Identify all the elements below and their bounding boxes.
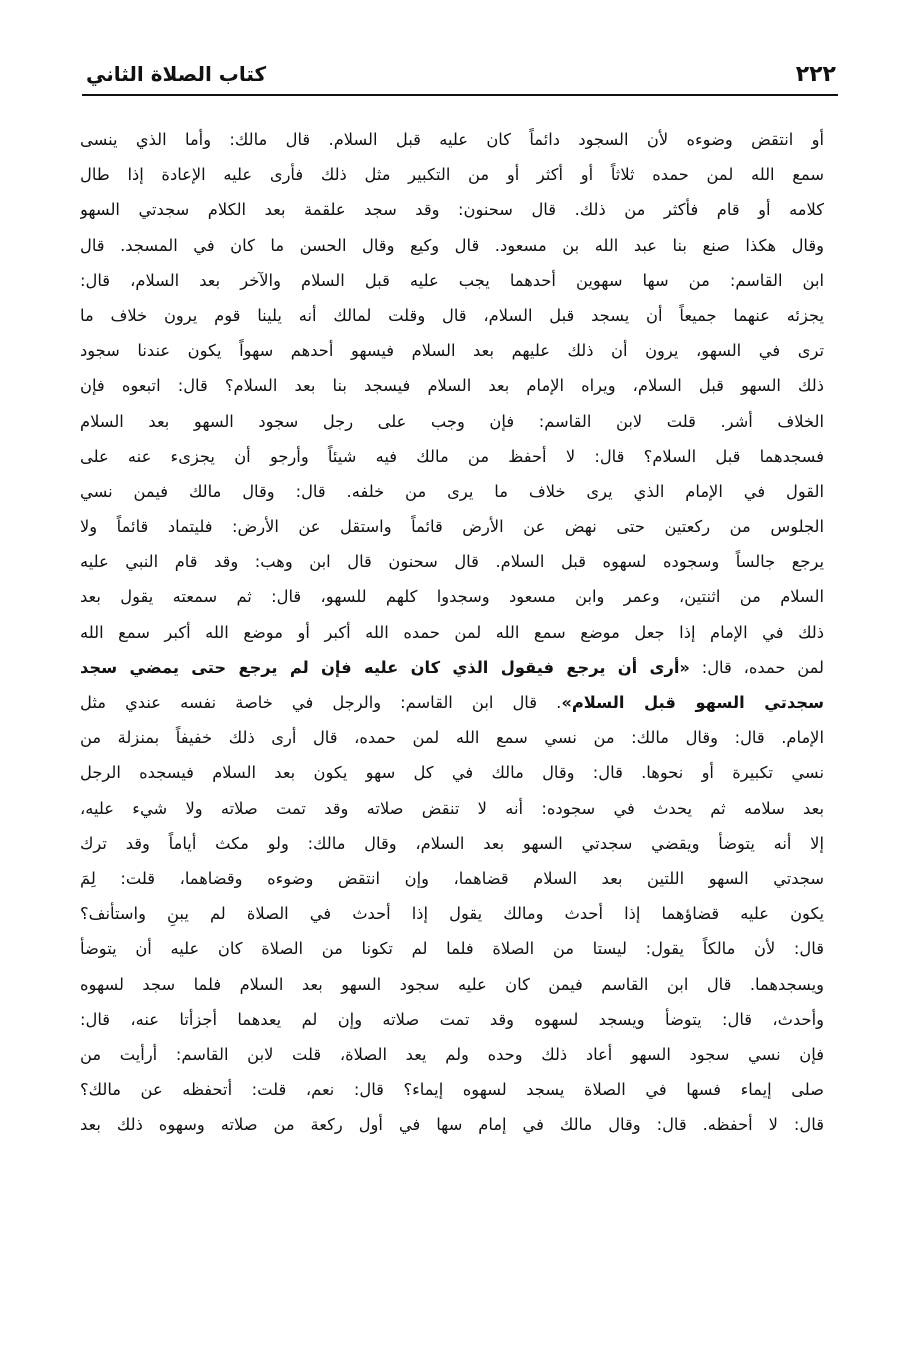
line-text: ذلك السهو قبل السلام، ويراه الإمام بعد السلام فيسجد بنا بعد السلام؟ قال: اتبعوه فإن bbox=[80, 376, 824, 396]
text-line bbox=[80, 439, 824, 474]
line-text: السلام من اثنتين، وعمر وابن مسعود وسجدوا كلهم للسهو، قال: ثم سمعته يقول بعد bbox=[80, 587, 824, 607]
text-line bbox=[80, 404, 824, 439]
line-text: الخلاف أشر. قلت لابن القاسم: فإن وجب على رجل سجود السهو بعد السلام bbox=[80, 411, 824, 431]
line-text: الجلوس من ركعتين حتى نهض عن الأرض قائماً واستقل عن الأرض: فليتماد قائماً ولا bbox=[80, 517, 824, 537]
text-line bbox=[80, 791, 824, 826]
line-text: أو انتقض وضوءه لأن السجود دائماً كان عليه قبل السلام. قال مالك: وأما الذي ينسى bbox=[80, 130, 824, 149]
text-line bbox=[80, 1002, 824, 1037]
line-text: كلامه أو قام فأكثر من ذلك. قال سحنون: وقد سجد علقمة بعد الكلام سجدتي السهو bbox=[80, 200, 824, 220]
line-text: القول في الإمام الذي يرى خلاف ما يرى من خلفه. قال: وقال مالك فيمن نسي bbox=[80, 481, 824, 501]
text-line bbox=[80, 298, 824, 333]
page-number: ٢٢٢ bbox=[795, 62, 836, 87]
page-header bbox=[86, 58, 836, 92]
text-line bbox=[80, 720, 824, 755]
line-text: يجزئه عنهما جميعاً أن يسجد قبل السلام، قال وقلت لمالك أنه يلينا قوم يرون خلاف ما bbox=[80, 305, 824, 325]
line-text: الإمام. قال: وقال مالك: من نسي سمع الله لمن حمده، قال أرى ذلك خفيفاً بمنزلة من bbox=[80, 728, 824, 748]
text-line bbox=[80, 615, 824, 650]
text-line bbox=[80, 192, 824, 227]
line-text: قال: لا أحفظه. قال: وقال مالك في إمام سها في أول ركعة من صلاته وسهوه ذلك بعد bbox=[80, 1115, 824, 1135]
line-text: وقال هكذا صنع بنا عبد الله بن مسعود. قال وكيع وقال الحسن ما كان في المسجد. قال bbox=[80, 235, 824, 255]
text-line bbox=[80, 509, 824, 544]
line-text: ذلك في الإمام إذا جعل موضع سمع الله لمن حمده الله أكبر أو موضع الله أكبر سمع الله bbox=[80, 622, 824, 642]
line-text: إلا أنه يتوضأ ويقضي سجدتي السهو بعد السلام، وقال مالك: ولو مكث أياماً وقد ترك bbox=[80, 833, 824, 853]
text-line bbox=[80, 579, 824, 614]
quotation-text: سجدتي السهو قبل السلام» bbox=[561, 693, 824, 712]
quotation-text: «أرى أن يرجع فيقول الذي كان عليه فإن لم يرجع حتى يمضي سجد bbox=[80, 657, 690, 677]
text-line bbox=[80, 333, 824, 368]
text-line bbox=[80, 1037, 824, 1072]
text-body bbox=[80, 122, 824, 1142]
line-text: سجدتي السهو اللتين بعد السلام قضاهما، وإن انتقض وضوءه وقضاهما، قلت: لِمَ bbox=[80, 868, 824, 888]
line-text: نسي تكبيرة أو نحوها. قال: وقال مالك في كل سهو يكون بعد السلام فيسجده الرجل bbox=[80, 763, 824, 783]
line-text: فإن نسي سجود السهو أعاد ذلك وحده ولم يعد الصلاة، قلت لابن القاسم: أرأيت من bbox=[80, 1044, 824, 1064]
running-title: كتاب الصلاة الثاني bbox=[86, 62, 267, 86]
text-line bbox=[80, 263, 824, 298]
line-text: بعد سلامه ثم يحدث في سجوده: أنه لا تنقض صلاته وقد تمت صلاته ولا شيء عليه، bbox=[80, 798, 824, 818]
text-line bbox=[80, 685, 824, 720]
line-text: يكون عليه قضاؤهما إذا أحدث ومالك يقول إذا أحدث في الصلاة لم يبنِ واستأنف؟ bbox=[80, 904, 824, 924]
line-text: صلى إيماء فسها في الصلاة يسجد لسهوه إيماء؟ قال: نعم، قلت: أتحفظه عن مالك؟ bbox=[80, 1080, 824, 1100]
text-line bbox=[80, 967, 824, 1002]
text-line bbox=[80, 157, 824, 192]
text-line bbox=[80, 650, 824, 685]
text-line bbox=[80, 228, 824, 263]
text-line bbox=[80, 368, 824, 403]
text-line bbox=[80, 122, 824, 157]
text-line bbox=[80, 826, 824, 861]
text-line bbox=[80, 474, 824, 509]
line-text: يرجع جالساً وسجوده لسهوه قبل السلام. قال سحنون قال ابن وهب: وقد قام النبي عليه bbox=[80, 552, 824, 572]
text-line bbox=[80, 544, 824, 579]
line-text: ترى في السهو، يرون أن ذلك عليهم بعد السلام فيسهو أحدهم سهواً يكون عندنا سجود bbox=[80, 341, 824, 361]
line-text: وأحدث، قال: يتوضأ ويسجد لسهوه وقد تمت صلاته وإن لم يعدهما أجزأتا عنه، قال: bbox=[80, 1009, 824, 1029]
line-text: لمن حمده، قال: bbox=[689, 657, 824, 677]
text-line bbox=[80, 1107, 824, 1142]
line-text: ابن القاسم: من سها سهوين أحدهما يجب عليه قبل السلام والآخر بعد السلام، قال: bbox=[80, 270, 824, 290]
line-text: قال: لأن مالكاً يقول: ليستا من الصلاة فلما لم تكونا من الصلاة كان عليه أن يتوضأ bbox=[80, 939, 824, 959]
text-line bbox=[80, 861, 824, 896]
header-rule bbox=[82, 94, 838, 96]
line-text: فسجدهما قبل السلام؟ قال: لا أحفظ من مالك فيه شيئاً وأرجو أن يجزىء عنه على bbox=[80, 446, 824, 466]
text-line bbox=[80, 931, 824, 966]
text-line bbox=[80, 755, 824, 790]
text-line bbox=[80, 896, 824, 931]
text-line bbox=[80, 1072, 824, 1107]
line-text: سمع الله لمن حمده ثلاثاً أو أكثر أو من التكبير مثل ذلك فأرى عليه الإعادة إذا طال bbox=[80, 165, 824, 185]
line-text: ويسجدهما. قال ابن القاسم فيمن كان عليه سجود السهو بعد السلام فلما سجد لسهوه bbox=[80, 974, 824, 994]
line-text: . قال ابن القاسم: والرجل في خاصة نفسه عندي مثل bbox=[80, 693, 562, 712]
